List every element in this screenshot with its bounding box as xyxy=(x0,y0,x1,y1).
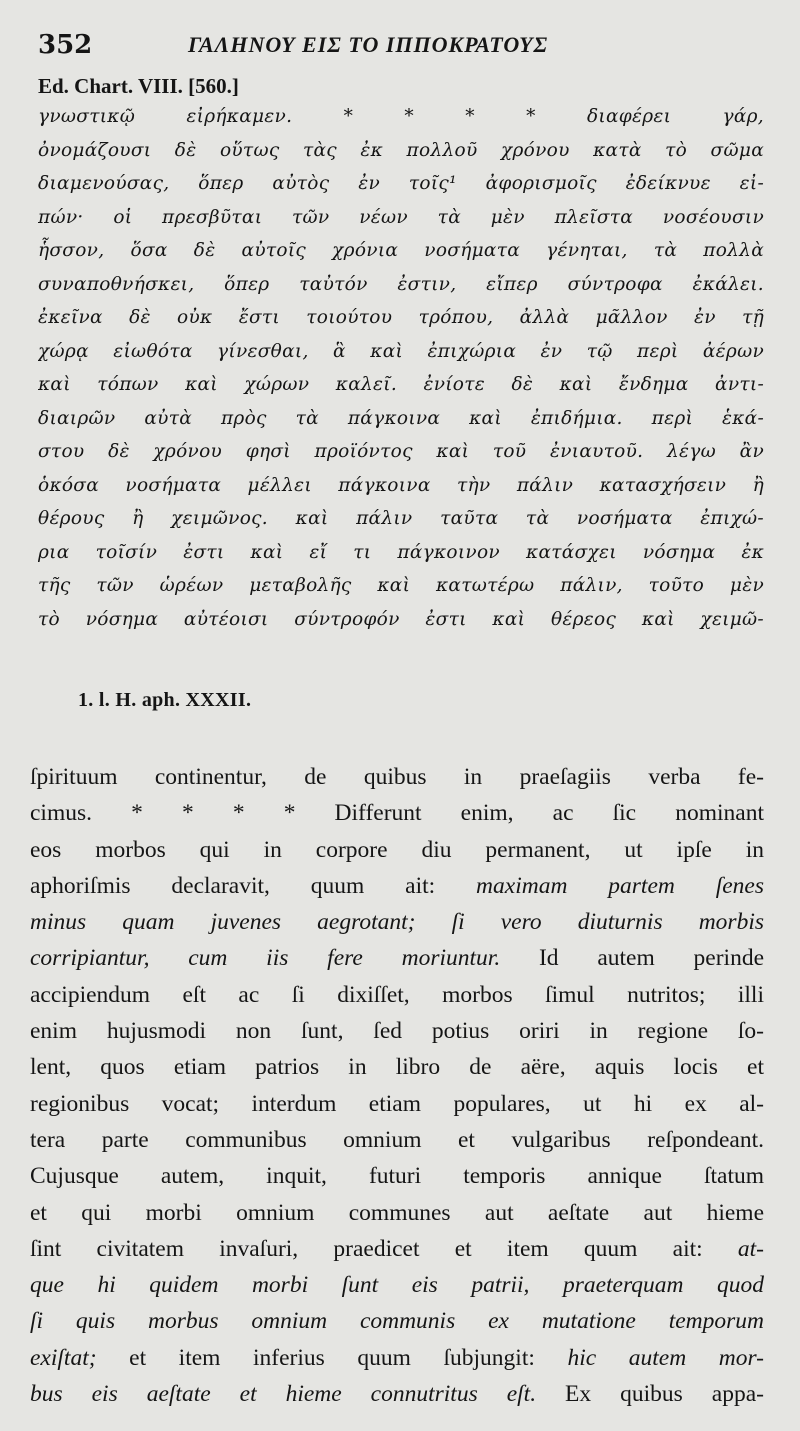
text-segment: cimus. * * * * Differunt enim, ac ſic nominant xyxy=(30,800,764,827)
latin-text-line xyxy=(30,1122,764,1158)
latin-text-line xyxy=(30,1376,764,1412)
greek-text-line: ὁκόσα νοσήματα μέλλει πάγκοινα τὴν πάλιν κατασχήσειν ἢ xyxy=(38,474,764,496)
text-segment: ſpirituum continentur, de quibus in praeſagiis verba fe- xyxy=(30,764,764,790)
greek-text-line: συναποθνήσκει, ὅπερ ταὐτόν ἐστιν, εἴπερ σύντροφα ἐκάλει. xyxy=(38,273,764,295)
latin-text-line xyxy=(30,1086,764,1122)
italic-quotation: que hi quidem morbi ſunt eis patrii, praeterquam quod xyxy=(30,1272,764,1299)
greek-text-line: πών· οἱ πρεσβῦται τῶν νέων τὰ μὲν πλεῖστα νοσέουσιν xyxy=(38,206,764,228)
italic-quotation: bus eis aeſtate et hieme connutritus eſt. xyxy=(30,1381,537,1408)
latin-text-line xyxy=(30,1013,764,1049)
latin-text-line xyxy=(30,795,764,831)
latin-text-line xyxy=(30,1049,764,1085)
italic-quotation: hic autem mor- xyxy=(567,1344,764,1371)
text-segment: et qui morbi omnium communes aut aeſtate aut hieme xyxy=(30,1199,764,1226)
greek-text-line: χώρᾳ εἰωθότα γίνεσθαι, ἃ καὶ ἐπιχώρια ἐν τῷ περὶ ἀέρων xyxy=(38,340,764,362)
italic-quotation: corripiantur, cum iis fere moriuntur. xyxy=(30,945,501,972)
text-segment: lent, quos etiam patrios in libro de aëre, aquis locis et xyxy=(30,1054,764,1081)
text-segment: aphoriſmis declaravit, quum ait: xyxy=(30,872,477,899)
italic-quotation: maximam partem ſenes xyxy=(476,872,764,899)
text-segment: regionibus vocat; interdum etiam populares, ut hi ex al- xyxy=(30,1090,764,1117)
italic-quotation: at- xyxy=(737,1235,764,1262)
footnote: 1. l. H. aph. XXXII. xyxy=(78,689,252,711)
latin-text-line xyxy=(30,759,764,795)
greek-text-line: ρια τοῖσίν ἐστι καὶ εἴ τι πάγκοινον κατάσχει νόσημα ἐκ xyxy=(38,541,764,563)
greek-text-line: ἧσσον, ὅσα δὲ αὐτοῖς χρόνια νοσήματα γένηται, τὰ πολλὰ xyxy=(38,240,764,261)
greek-text-line: τῆς τῶν ὡρέων μεταβολῆς καὶ κατωτέρω πάλιν, τοῦτο μὲν xyxy=(38,575,764,596)
latin-text-line xyxy=(30,1231,764,1267)
italic-quotation: exiſtat; xyxy=(30,1344,97,1371)
greek-text-line: καὶ τόπων καὶ χώρων καλεῖ. ἐνίοτε δὲ καὶ ἔνδημα ἀντι- xyxy=(38,374,764,395)
page-header xyxy=(38,30,758,70)
latin-text-line xyxy=(30,1340,764,1376)
text-segment: Cujusque autem, inquit, futuri temporis annique ſtatum xyxy=(30,1163,764,1190)
greek-text-line: γνωστικῷ εἰρήκαμεν. * * * * διαφέρει γάρ, xyxy=(38,106,764,127)
latin-text-line xyxy=(30,940,764,976)
italic-quotation: ſi quis morbus omnium communis ex mutatione temporum xyxy=(30,1308,764,1335)
latin-text-line xyxy=(30,977,764,1013)
page-number: 352 xyxy=(38,30,93,60)
latin-text-line xyxy=(30,832,764,868)
greek-text-block xyxy=(38,100,764,636)
latin-text-line xyxy=(30,1195,764,1231)
latin-text-line xyxy=(30,904,764,940)
latin-text-line xyxy=(30,1158,764,1194)
greek-text-line: διαιρῶν αὐτὰ πρὸς τὰ πάγκοινα καὶ ἐπιδήμια. περὶ ἑκά- xyxy=(38,407,764,429)
text-segment: accipiendum eſt ac ſi dixiſſet, morbos ſimul nutritos; illi xyxy=(30,981,764,1008)
text-segment: tera parte communibus omnium et vulgaribus reſpondeant. xyxy=(30,1126,764,1153)
latin-text-line xyxy=(30,1267,764,1303)
greek-text-line: διαμενούσας, ὅπερ αὐτὸς ἐν τοῖς¹ ἀφορισμοῖς ἐδείκνυε εἰ- xyxy=(38,173,764,194)
greek-text-line: ἐκεῖνα δὲ οὐκ ἔστι τοιούτου τρόπου, ἀλλὰ μᾶλλον ἐν τῇ xyxy=(38,307,764,328)
latin-text-block xyxy=(30,759,764,1412)
greek-text-line: ὀνομάζουσι δὲ οὕτως τὰς ἐκ πολλοῦ χρόνου κατὰ τὸ σῶμα xyxy=(38,139,764,161)
text-segment: Id autem perinde xyxy=(500,945,764,972)
greek-text-line: τὸ νόσημα αὐτέοισι σύντροφόν ἐστι καὶ θέρεος καὶ χειμῶ- xyxy=(38,608,764,630)
text-segment: eos morbos qui in corpore diu permanent, ut ipſe in xyxy=(30,836,764,863)
latin-text-line xyxy=(30,1303,764,1339)
greek-text-line: στου δὲ χρόνου φησὶ προϊόντος καὶ τοῦ ἐνιαυτοῦ. λέγω ἂν xyxy=(38,441,764,462)
edition-reference: Ed. Chart. VIII. [560.] xyxy=(38,74,239,98)
running-head: ΓΑΛΗΝΟΥ ΕΙΣ ΤΟ ΙΠΠΟΚΡΑΤΟΥΣ xyxy=(188,32,549,57)
greek-text-line: θέρους ἢ χειμῶνος. καὶ πάλιν ταῦτα τὰ νοσήματα ἐπιχώ- xyxy=(38,508,764,529)
text-segment: et item inferius quum ſubjungit: xyxy=(96,1344,568,1371)
text-segment: ſint civitatem invaſuri, praedicet et item quum ait: xyxy=(30,1235,738,1262)
text-segment: enim hujusmodi non ſunt, ſed potius oriri in regione ſo- xyxy=(30,1018,764,1045)
latin-text-line xyxy=(30,868,764,904)
italic-quotation: minus quam juvenes aegrotant; ſi vero diuturnis morbis xyxy=(30,909,764,936)
text-segment: Ex quibus appa- xyxy=(536,1381,764,1408)
